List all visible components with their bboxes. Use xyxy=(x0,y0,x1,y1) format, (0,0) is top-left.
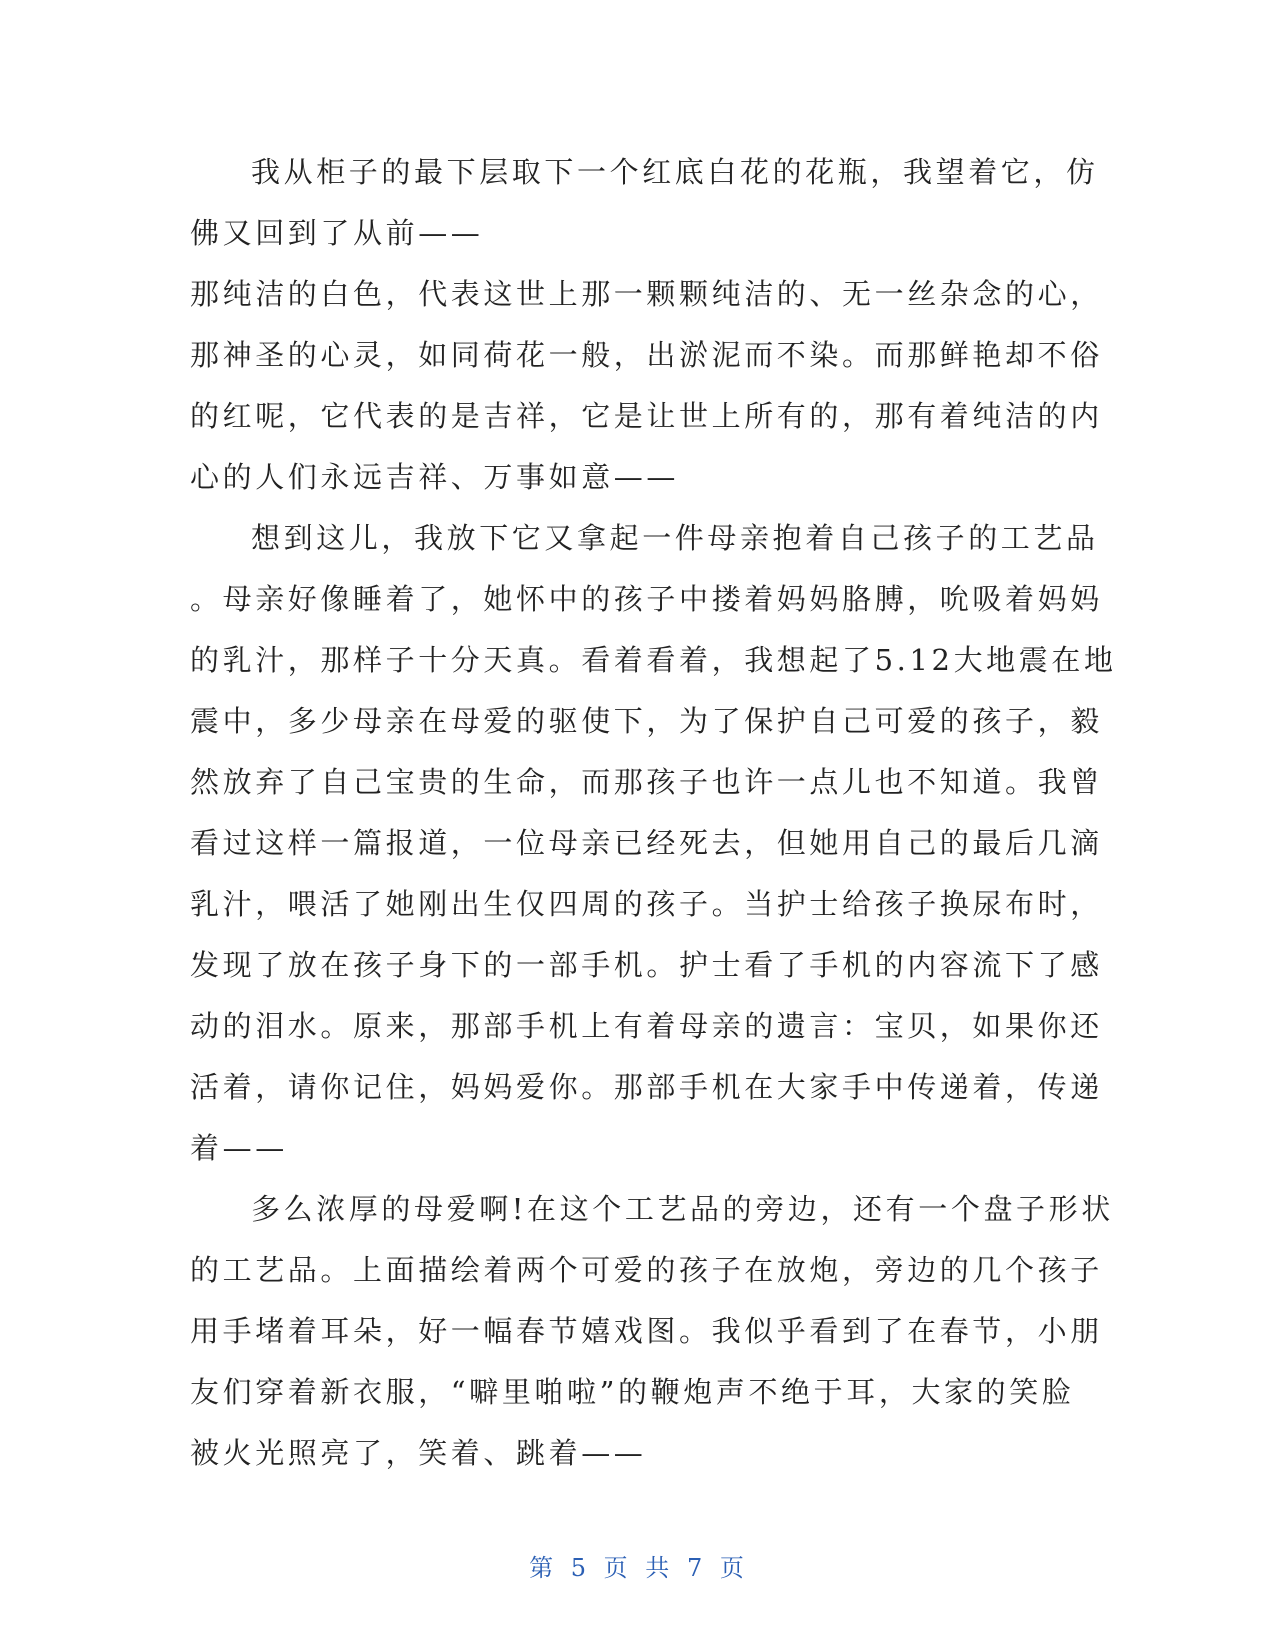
text-line: 心的人们永远吉祥、万事如意—— xyxy=(190,460,680,494)
text-line: 佛又回到了从前—— xyxy=(190,216,484,250)
text-line: 动的泪水。原来，那部手机上有着母亲的遗言：宝贝，如果你还 xyxy=(190,1009,1103,1043)
text-line: 想到这儿，我放下它又拿起一件母亲抱着自己孩子的工艺品 xyxy=(251,521,1099,555)
text-line: 着—— xyxy=(190,1131,288,1165)
text-line: 的工艺品。上面描绘着两个可爱的孩子在放炮，旁边的几个孩子 xyxy=(190,1253,1103,1287)
text-line: 那纯洁的白色，代表这世上那一颗颗纯洁的、无一丝杂念的心， xyxy=(190,277,1103,311)
text-line: 我从柜子的最下层取下一个红底白花的花瓶，我望着它，仿 xyxy=(251,155,1099,189)
footer-suffix: 页 xyxy=(719,1554,746,1582)
footer-page-number: 5 xyxy=(570,1554,589,1582)
text-line: 用手堵着耳朵，好一幅春节嬉戏图。我似乎看到了在春节，小朋 xyxy=(190,1314,1103,1348)
text-line: 那神圣的心灵，如同荷花一般，出淤泥而不染。而那鲜艳却不俗 xyxy=(190,338,1103,372)
document-body xyxy=(190,142,1117,1484)
text-line: 被火光照亮了，笑着、跳着—— xyxy=(190,1436,647,1470)
footer-prefix: 第 xyxy=(529,1554,556,1582)
text-line: 的乳汁，那样子十分天真。看着看着，我想起了5.12大地震在地 xyxy=(190,643,1117,677)
text-line: 的红呢，它代表的是吉祥，它是让世上所有的，那有着纯洁的内 xyxy=(190,399,1103,433)
text-line: 。母亲好像睡着了，她怀中的孩子中搂着妈妈胳膊，吮吸着妈妈 xyxy=(190,582,1103,616)
text-line: 然放弃了自己宝贵的生命，而那孩子也许一点儿也不知道。我曾 xyxy=(190,765,1103,799)
footer-middle: 页 共 xyxy=(603,1554,672,1582)
text-line: 发现了放在孩子身下的一部手机。护士看了手机的内容流下了感 xyxy=(190,948,1103,982)
text-line: 友们穿着新衣服，“噼里啪啦”的鞭炮声不绝于耳，大家的笑脸 xyxy=(190,1375,1075,1409)
page-footer xyxy=(0,1548,1275,1583)
text-line: 看过这样一篇报道，一位母亲已经死去，但她用自己的最后几滴 xyxy=(190,826,1103,860)
text-line: 震中，多少母亲在母爱的驱使下，为了保护自己可爱的孩子，毅 xyxy=(190,704,1103,738)
text-line: 多么浓厚的母爱啊!在这个工艺品的旁边，还有一个盘子形状 xyxy=(251,1192,1114,1226)
footer-total-pages: 7 xyxy=(686,1554,705,1582)
text-line: 乳汁，喂活了她刚出生仅四周的孩子。当护士给孩子换尿布时， xyxy=(190,887,1103,921)
text-line: 活着，请你记住，妈妈爱你。那部手机在大家手中传递着，传递 xyxy=(190,1070,1103,1104)
